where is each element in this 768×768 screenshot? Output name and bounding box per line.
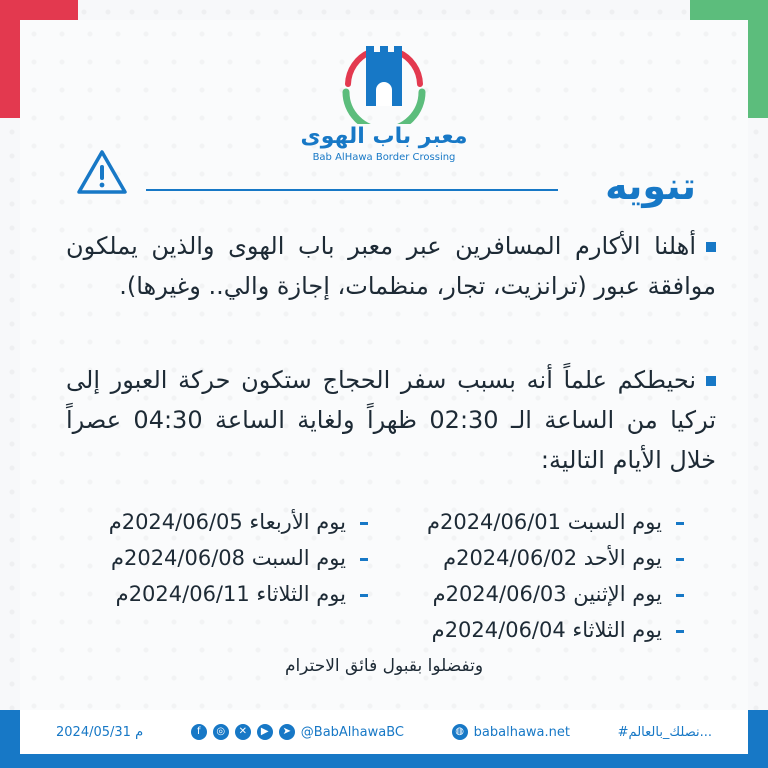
dash-icon: [676, 594, 684, 597]
x-icon[interactable]: ✕: [235, 724, 251, 740]
logo-emblem: [334, 40, 434, 128]
bullet-icon: [706, 242, 716, 252]
footer-date: 2024/05/31 م: [56, 724, 144, 740]
paragraph-2-text: نحيطكم علماً أنه بسبب سفر الحجاج ستكون حركة العبور إلى تركيا من الساعة الـ 02:30 ظهراً ولغاية الساعة 04:30 عصراً خلال الأيام التالية:: [66, 366, 717, 474]
title-underline: [146, 189, 558, 191]
dash-icon: [676, 630, 684, 633]
footer-hashtag: #نصلك_بالعالم...: [617, 724, 712, 740]
dash-icon: [360, 522, 368, 525]
notice-title: تنويه: [605, 164, 696, 208]
footer-content: [20, 710, 748, 754]
dash-icon: [676, 522, 684, 525]
telegram-icon[interactable]: ➤: [279, 724, 295, 740]
social-handle[interactable]: @BabAlhawaBC: [300, 724, 404, 740]
paragraph-1-text: أهلنا الأكارم المسافرين عبر معبر باب الهوى والذين يملكون موافقة عبور (ترانزيت، تجار، منظمات، إجازة والي.. وغيرها).: [66, 232, 716, 300]
date-item: يوم السبت 2024/06/01م: [427, 504, 684, 540]
dash-icon: [360, 594, 368, 597]
dash-icon: [360, 558, 368, 561]
closing-text: وتفضلوا بقبول فائق الاحترام: [284, 656, 484, 676]
date-item: يوم الثلاثاء 2024/06/11م: [109, 576, 368, 612]
warning-icon: [76, 148, 128, 196]
dates-column-right: [427, 504, 684, 648]
logo-english-name: Bab AlHawa Border Crossing: [312, 152, 456, 163]
dates-column-left: [109, 504, 368, 612]
dash-icon: [676, 558, 684, 561]
date-item: يوم الثلاثاء 2024/06/04م: [427, 612, 684, 648]
bullet-icon: [706, 376, 716, 386]
instagram-icon[interactable]: ◎: [213, 724, 229, 740]
date-item: يوم الأربعاء 2024/06/05م: [109, 504, 368, 540]
logo-arabic-name: معبر باب الهوى: [300, 124, 468, 149]
globe-icon: ◍: [452, 724, 468, 740]
facebook-icon[interactable]: f: [191, 724, 207, 740]
youtube-icon[interactable]: ▶: [257, 724, 273, 740]
website-link[interactable]: babalhawa.net: [473, 724, 570, 740]
footer-website[interactable]: [452, 724, 570, 740]
footer-social[interactable]: [191, 724, 404, 740]
paragraph-2: [66, 360, 716, 480]
date-item: يوم السبت 2024/06/08م: [109, 540, 368, 576]
paragraph-1: [66, 226, 716, 306]
date-item: يوم الأحد 2024/06/02م: [427, 540, 684, 576]
date-item: يوم الإثنين 2024/06/03م: [427, 576, 684, 612]
